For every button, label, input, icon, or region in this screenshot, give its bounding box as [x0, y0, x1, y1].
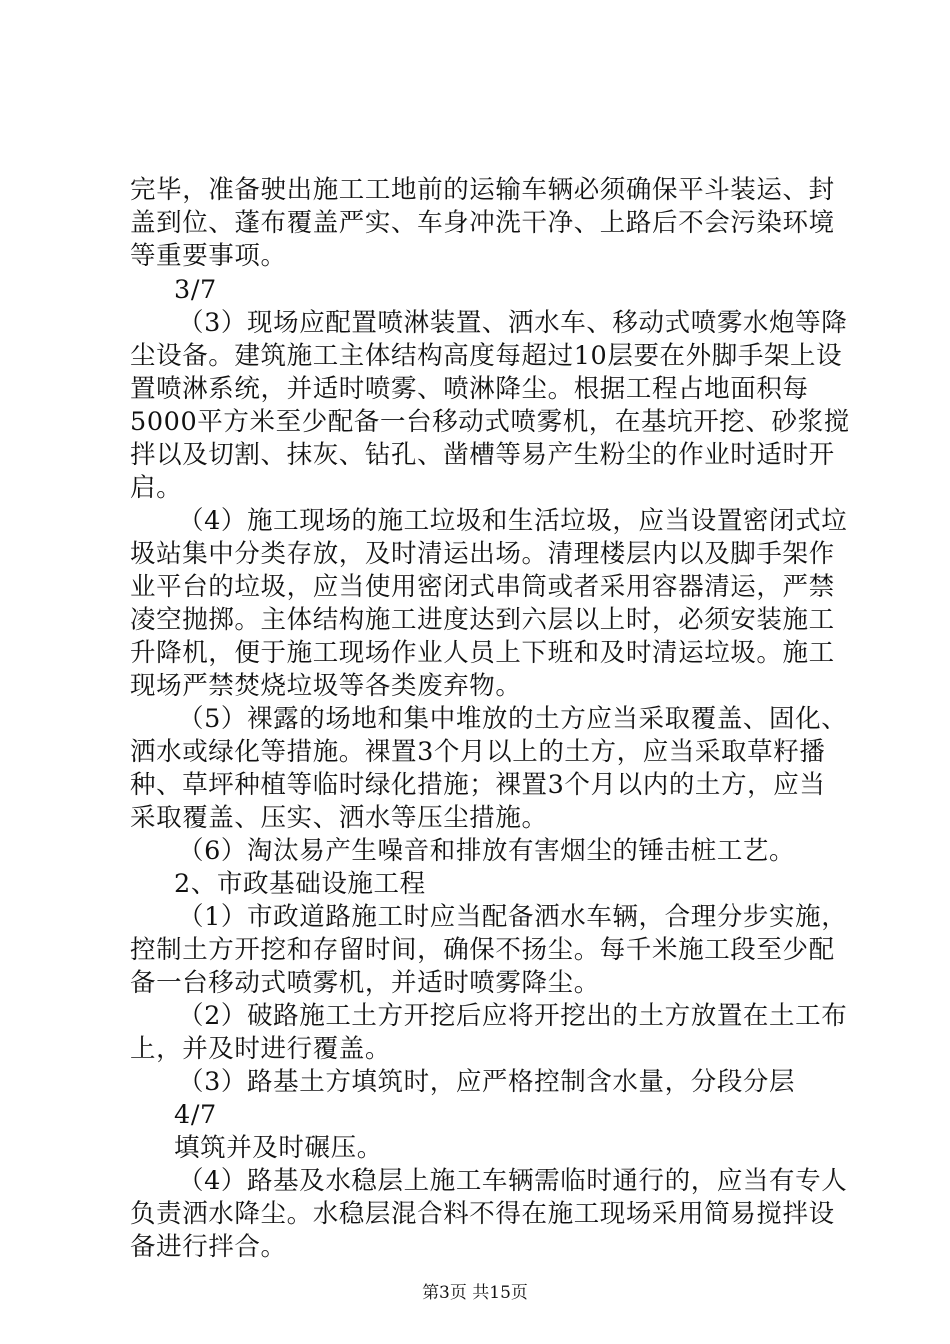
body-line-16: 现场严禁焚烧垃圾等各类废弃物。 [130, 671, 522, 701]
paragraph-municipal-4-line-1: （4）路基及水稳层上施工车辆需临时通行的，应当有专人 [178, 1166, 848, 1196]
paragraph-municipal-1-line-1: （1）市政道路施工时应当配备洒水车辆，合理分步实施， [178, 902, 848, 932]
paragraph-municipal-2-line-1: （2）破路施工土方开挖后应将开挖出的土方放置在土工布 [178, 1001, 848, 1031]
body-line-2: 盖到位、蓬布覆盖严实、车身冲洗干净、上路后不会污染环境 [130, 208, 835, 238]
body-line-20: 采取覆盖、压实、洒水等压尘措施。 [130, 803, 548, 833]
paragraph-item-5-line-1: （5）裸露的场地和集中堆放的土方应当采取覆盖、固化、 [178, 704, 848, 734]
paragraph-municipal-3-line-1: （3）路基土方填筑时，应严格控制含水量，分段分层 [178, 1067, 796, 1097]
body-line-3: 等重要事项。 [130, 241, 287, 271]
section-heading-municipal: 2、市政基础设施工程 [174, 869, 426, 899]
paragraph-item-3-line-1: （3）现场应配置喷淋装置、洒水车、移动式喷雾水炮等降 [178, 308, 848, 338]
body-line-18: 洒水或绿化等措施。裸置3个月以上的土方，应当采取草籽播 [130, 737, 826, 767]
body-line-9: 拌以及切割、抹灰、钻孔、凿槽等易产生粉尘的作业时适时开 [130, 440, 835, 470]
page-footer: 第3页 共15页 [422, 1283, 528, 1303]
body-line-13: 业平台的垃圾，应当使用密闭式串筒或者采用容器清运，严禁 [130, 572, 835, 602]
body-line-33: 备进行拌合。 [130, 1232, 287, 1262]
body-line-6: 尘设备。建筑施工主体结构高度每超过10层要在外脚手架上设 [130, 341, 843, 371]
body-line-10: 启。 [130, 473, 183, 503]
paragraph-item-6: （6）淘汰易产生噪音和排放有害烟尘的锤击桩工艺。 [178, 836, 796, 866]
page-marker-3-of-7: 3/7 [174, 275, 217, 305]
body-line-25: 备一台移动式喷雾机，并适时喷雾降尘。 [130, 968, 600, 998]
body-line-8: 5000平方米至少配备一台移动式喷雾机，在基坑开挖、砂浆搅 [130, 407, 850, 437]
paragraph-item-4-line-1: （4）施工现场的施工垃圾和生活垃圾，应当设置密闭式垃 [178, 506, 848, 536]
body-line-1: 完毕，准备驶出施工工地前的运输车辆必须确保平斗装运、封 [130, 175, 835, 205]
paragraph-municipal-3-line-2: 填筑并及时碾压。 [174, 1133, 383, 1163]
page-marker-4-of-7: 4/7 [174, 1100, 217, 1130]
body-line-19: 种、草坪种植等临时绿化措施；裸置3个月以内的土方，应当 [130, 770, 826, 800]
body-line-32: 负责洒水降尘。水稳层混合料不得在施工现场采用简易搅拌设 [130, 1199, 835, 1229]
body-line-7: 置喷淋系统，并适时喷雾、喷淋降尘。根据工程占地面积每 [130, 374, 809, 404]
body-line-14: 凌空抛掷。主体结构施工进度达到六层以上时，必须安装施工 [130, 605, 835, 635]
body-line-12: 圾站集中分类存放，及时清运出场。清理楼层内以及脚手架作 [130, 539, 835, 569]
body-line-27: 上，并及时进行覆盖。 [130, 1034, 392, 1064]
body-line-24: 控制土方开挖和存留时间，确保不扬尘。每千米施工段至少配 [130, 935, 835, 965]
body-line-15: 升降机，便于施工现场作业人员上下班和及时清运垃圾。施工 [130, 638, 835, 668]
